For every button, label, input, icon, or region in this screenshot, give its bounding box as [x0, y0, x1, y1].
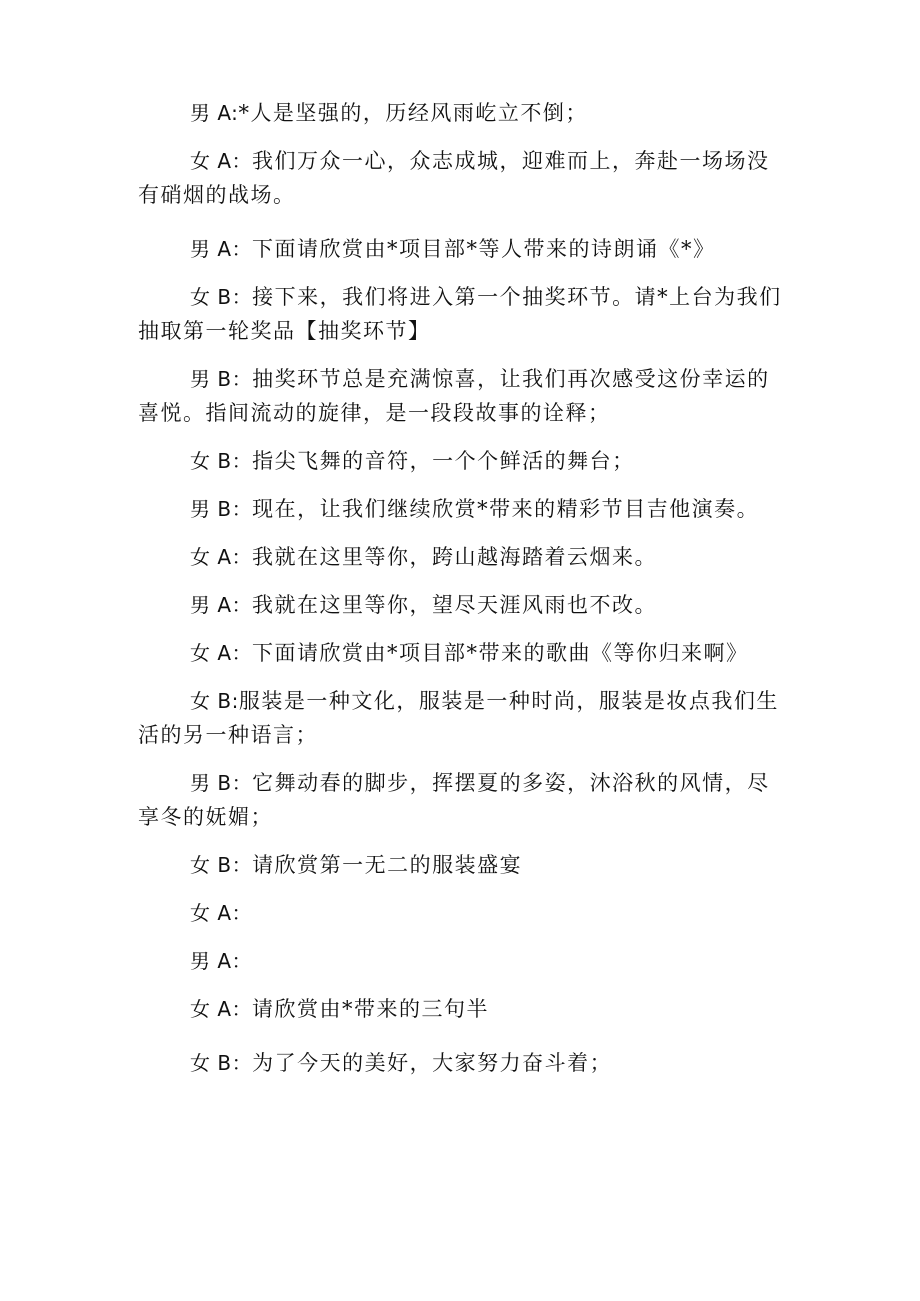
paragraph — [138, 444, 786, 478]
paragraph — [138, 232, 786, 266]
line-text: 我就在这里等你，望尽天涯风雨也不改。 — [252, 593, 658, 617]
paragraph — [138, 362, 786, 430]
line-text: 抽奖环节总是充满惊喜，让我们再次感受这份幸运的喜悦。指间流动的旋律，是一段段故事的诠释； — [138, 367, 770, 425]
paragraph — [138, 492, 786, 526]
line-text: 请欣赏由*带来的三句半 — [252, 997, 490, 1021]
paragraph — [138, 588, 786, 622]
paragraph — [138, 280, 786, 348]
paragraph — [138, 766, 786, 834]
paragraph — [138, 540, 786, 574]
line-text: *人是坚强的，历经风雨屹立不倒； — [238, 101, 588, 125]
speaker-label: 男 B： — [190, 367, 253, 391]
line-text: 我就在这里等你，跨山越海踏着云烟来。 — [252, 545, 658, 569]
speaker-label: 女 A： — [190, 641, 253, 665]
speaker-label: 男 A: — [190, 101, 239, 125]
paragraph — [138, 848, 786, 882]
line-text: 指尖飞舞的音符，一个个鲜活的舞台； — [252, 449, 635, 473]
line-text: 下面请欣赏由*项目部*等人带来的诗朗诵《*》 — [252, 237, 716, 261]
speaker-label: 男 B： — [190, 497, 253, 521]
line-text: 下面请欣赏由*项目部*带来的歌曲《等你归来啊》 — [252, 641, 749, 665]
speaker-label: 女 B: — [190, 689, 239, 713]
paragraph — [138, 992, 786, 1026]
speaker-label: 女 A： — [190, 997, 253, 1021]
speaker-label: 男 A： — [190, 949, 253, 973]
line-text: 请欣赏第一无二的服装盛宴 — [252, 853, 523, 877]
paragraph — [138, 896, 786, 930]
paragraph — [138, 96, 786, 130]
speaker-label: 男 A： — [190, 237, 253, 261]
paragraph — [138, 944, 786, 978]
speaker-label: 女 B： — [190, 1051, 253, 1075]
line-text: 它舞动春的脚步，挥摆夏的多姿，沐浴秋的风情，尽享冬的妩媚； — [138, 771, 770, 829]
speaker-label: 女 A： — [190, 901, 253, 925]
speaker-label: 男 A： — [190, 593, 253, 617]
line-text: 接下来，我们将进入第一个抽奖环节。请*上台为我们抽取第一轮奖品【抽奖环节】 — [138, 285, 782, 343]
speaker-label: 男 B： — [190, 771, 253, 795]
paragraph — [138, 144, 786, 212]
speaker-label: 女 A： — [190, 545, 253, 569]
speaker-label: 女 B： — [190, 853, 253, 877]
speaker-label: 女 B： — [190, 449, 253, 473]
speaker-label: 女 B： — [190, 285, 253, 309]
line-text: 服装是一种文化，服装是一种时尚，服装是妆点我们生活的另一种语言； — [138, 689, 779, 747]
script-body — [138, 96, 786, 1094]
paragraph — [138, 1046, 786, 1080]
speaker-label: 女 A： — [190, 149, 253, 173]
line-text: 为了今天的美好，大家努力奋斗着； — [252, 1051, 613, 1075]
paragraph — [138, 636, 786, 670]
line-text: 现在，让我们继续欣赏*带来的精彩节目吉他演奏。 — [252, 497, 760, 521]
paragraph — [138, 684, 786, 752]
line-text: 我们万众一心，众志成城，迎难而上，奔赴一场场没有硝烟的战场。 — [138, 149, 770, 207]
